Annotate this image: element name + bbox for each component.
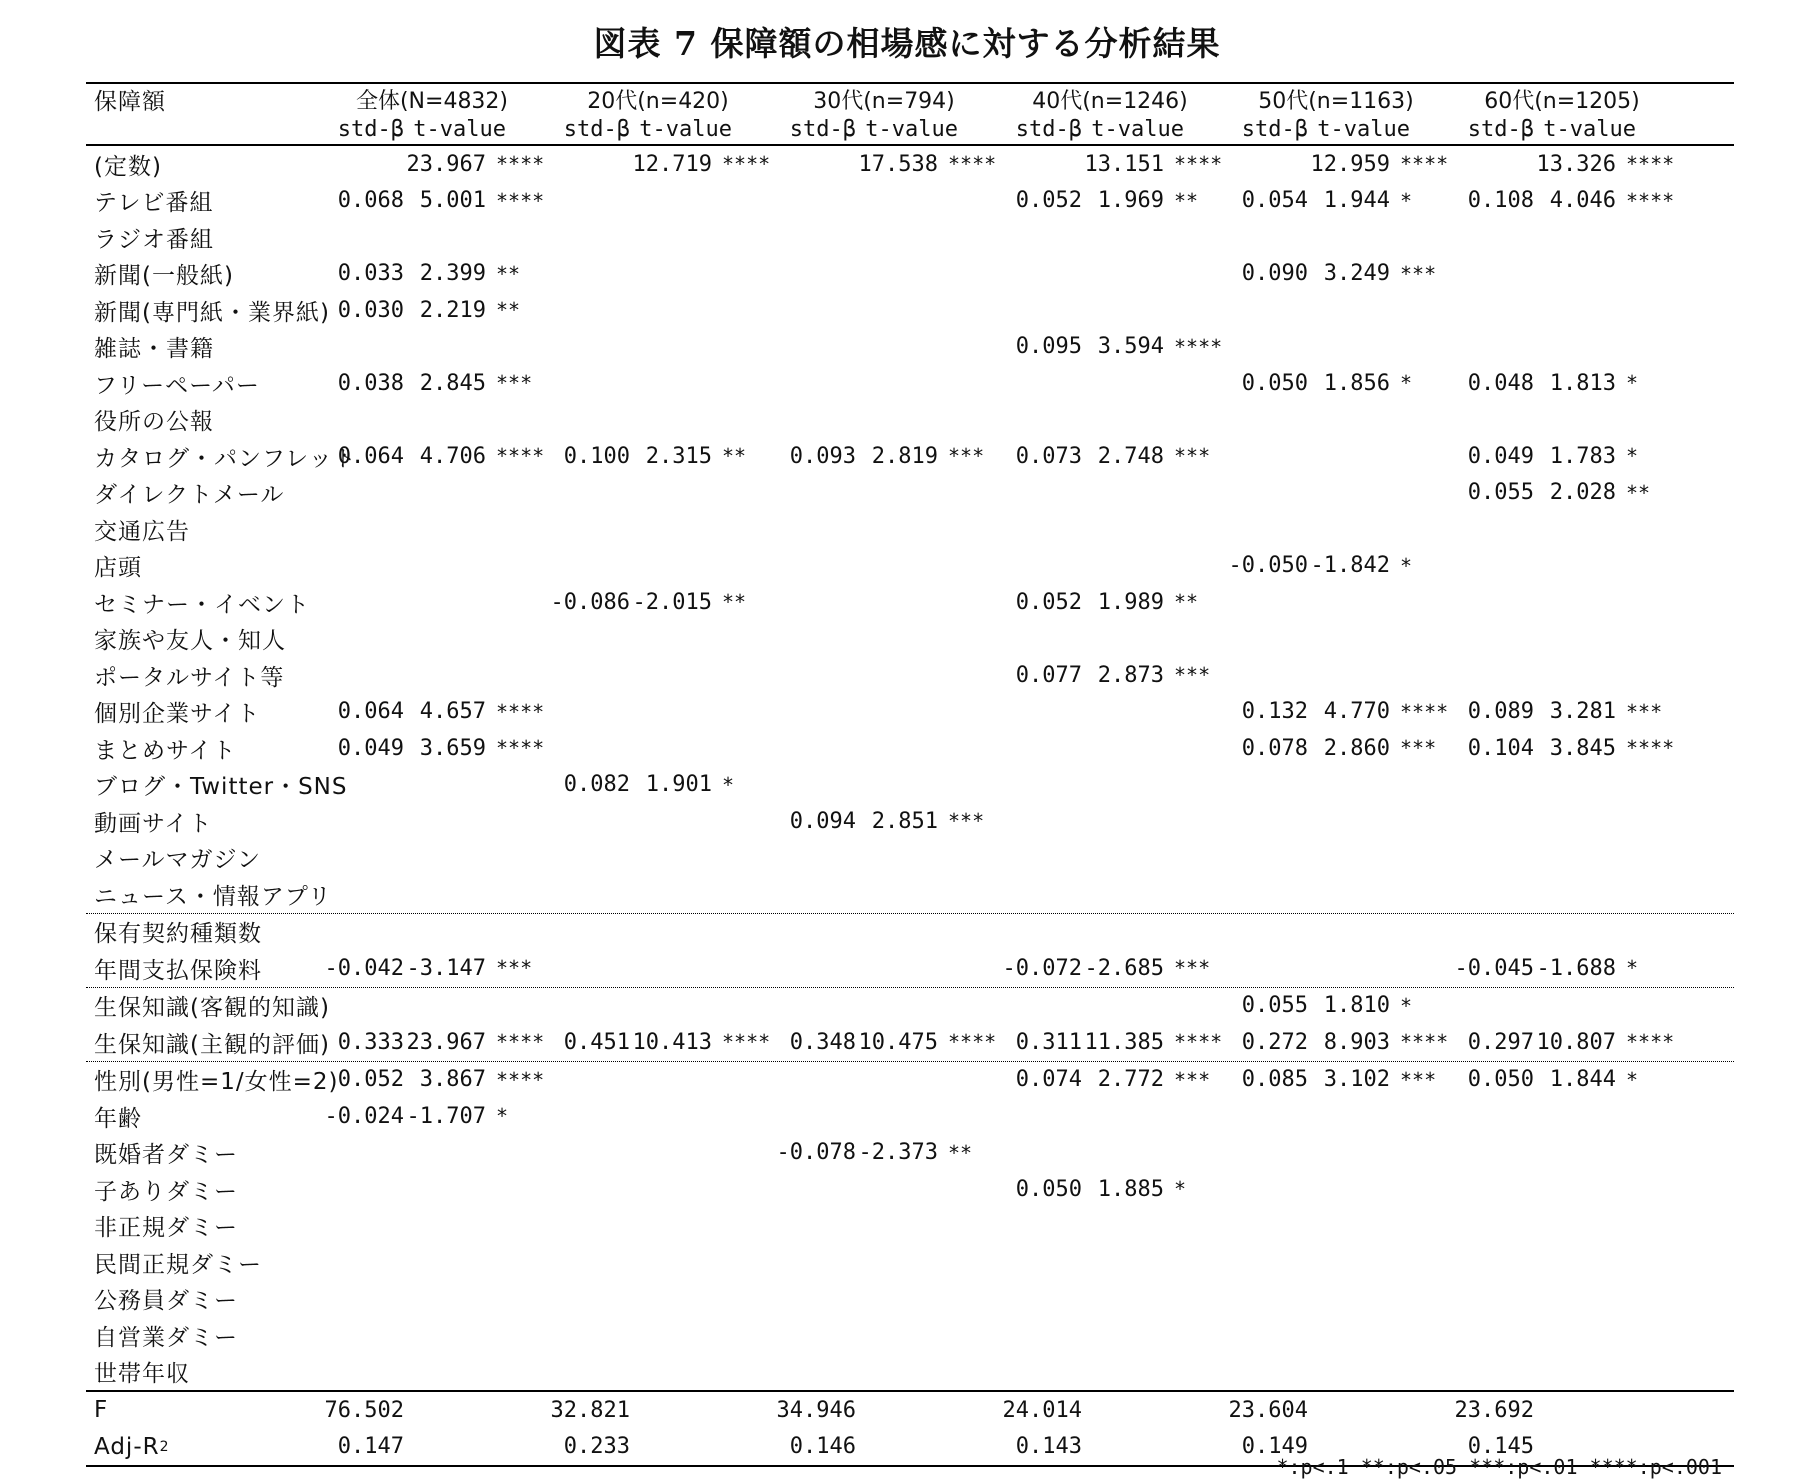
significance-stars: **** [1400,1030,1449,1055]
t-value-header: t-value [1317,116,1410,142]
significance-stars: **** [496,1067,545,1092]
std-beta-header: std-β [563,116,630,142]
std-beta-value: 0.077 [1015,662,1082,688]
std-beta-value: 0.100 [563,443,630,469]
t-value-header: t-value [639,116,732,142]
table-row [86,988,1734,1025]
std-beta-value: 0.050 [1467,1067,1534,1093]
t-value: -1.842 [1310,553,1390,579]
significance-stars: * [1626,444,1639,469]
stat-value: 0.149 [1241,1434,1308,1460]
significance-stars: * [1626,1067,1639,1092]
significance-stars: *** [1174,1067,1211,1092]
t-value: 17.538 [858,151,938,177]
table-row [86,1062,1734,1099]
table-row [86,548,1734,585]
t-value: -3.147 [406,955,486,981]
t-value: 1.885 [1097,1176,1164,1202]
table-row [86,329,1734,366]
row-label: 新聞(専門紙・業界紙) [94,299,330,326]
t-value: 2.819 [871,443,938,469]
std-beta-header: std-β [789,116,856,142]
std-beta-value: 0.064 [337,443,404,469]
t-value: 3.659 [419,735,486,761]
stat-value: 0.145 [1467,1434,1534,1460]
t-value: 12.719 [632,151,712,177]
t-value: 12.959 [1310,151,1390,177]
group-header: 50代(n=1163) [1258,88,1414,114]
row-label: 動画サイト [94,810,213,837]
significance-stars: * [1400,188,1413,213]
std-beta-value: 0.052 [1015,589,1082,615]
std-beta-value: 0.297 [1467,1029,1534,1055]
std-beta-value: 0.049 [337,735,404,761]
t-value: 4.657 [419,699,486,725]
table-row [86,1171,1734,1208]
significance-stars: **** [722,1030,771,1055]
stat-value: 0.146 [789,1434,856,1460]
row-label: 子ありダミー [94,1178,238,1205]
table-row [86,657,1734,694]
std-beta-header: std-β [1015,116,1082,142]
t-value: -2.373 [858,1140,938,1166]
significance-stars: **** [496,1030,545,1055]
significance-stars: *** [496,956,533,981]
std-beta-value: 0.089 [1467,699,1534,725]
std-beta-value: 0.090 [1241,261,1308,287]
std-beta-value: 0.073 [1015,443,1082,469]
table-row [86,1098,1734,1135]
t-value: 2.860 [1323,735,1390,761]
std-beta-value: 0.272 [1241,1029,1308,1055]
row-label: 雑誌・書籍 [94,336,214,363]
significance-stars: * [1626,956,1639,981]
t-value: 1.783 [1549,443,1616,469]
significance-stars: ** [1626,480,1651,505]
table-row [86,183,1734,220]
t-value: 3.281 [1549,699,1616,725]
table-row [86,1135,1734,1172]
row-label: 役所の公報 [94,409,214,436]
table-row [86,803,1734,840]
table-row [86,1024,1734,1062]
row-label: ラジオ番組 [94,226,214,253]
std-beta-value: 0.333 [337,1029,404,1055]
std-beta-value: 0.030 [337,297,404,323]
significance-stars: ** [496,261,521,286]
significance-stars: ** [722,590,747,615]
t-value: 3.102 [1323,1067,1390,1093]
significance-stars: * [1400,993,1413,1018]
row-label: 既婚者ダミー [94,1142,238,1169]
group-header: 40代(n=1246) [1032,88,1188,114]
t-value: 1.901 [645,772,712,798]
t-value: 23.967 [406,1029,486,1055]
t-value: 3.594 [1097,334,1164,360]
stat-value: 0.147 [337,1434,404,1460]
row-label: 公務員ダミー [94,1288,238,1315]
table-row [86,511,1734,548]
t-value: 2.219 [419,297,486,323]
table-row [86,1281,1734,1318]
significance-stars: **** [948,1030,997,1055]
t-value: 1.969 [1097,188,1164,214]
std-beta-value: 0.095 [1015,334,1082,360]
std-beta-value: -0.078 [776,1140,856,1166]
std-beta-value: 0.033 [337,261,404,287]
group-header: 20代(n=420) [587,88,729,114]
table-row [86,950,1734,988]
t-value-header: t-value [413,116,506,142]
std-beta-value: 0.049 [1467,443,1534,469]
stat-value: 23.692 [1454,1397,1534,1423]
t-value: 13.326 [1536,151,1616,177]
table-row [86,584,1734,621]
std-beta-value: 0.311 [1015,1029,1082,1055]
row-label: 交通広告 [94,518,190,545]
t-value: 4.046 [1549,188,1616,214]
significance-stars: **** [1174,1030,1223,1055]
significance-stars: **** [1400,699,1449,724]
t-value: 1.989 [1097,589,1164,615]
t-value: 1.810 [1323,993,1390,1019]
stat-value: 34.946 [776,1397,856,1423]
significance-stars: ** [722,444,747,469]
table-row [86,876,1734,914]
t-value: 1.944 [1323,188,1390,214]
table-row [86,840,1734,877]
significance-stars: ** [1174,188,1199,213]
std-beta-value: 0.054 [1241,188,1308,214]
std-beta-value: -0.086 [550,589,630,615]
std-beta-value: 0.348 [789,1029,856,1055]
significance-stars: **** [496,152,545,177]
significance-stars: *** [1174,956,1211,981]
t-value: 1.813 [1549,370,1616,396]
table-row [86,146,1734,183]
significance-stars: **** [1400,152,1449,177]
significance-stars: **** [948,152,997,177]
t-value-header: t-value [865,116,958,142]
significance-stars: **** [1626,736,1675,761]
row-label: 店頭 [94,555,142,582]
std-beta-value: 0.451 [563,1029,630,1055]
table-row [86,730,1734,767]
t-value: -1.707 [406,1103,486,1129]
t-value: -2.685 [1084,955,1164,981]
row-label: セミナー・イベント [94,591,310,618]
t-value: 2.399 [419,261,486,287]
row-label: テレビ番組 [94,190,214,217]
std-beta-value: 0.068 [337,188,404,214]
significance-stars: **** [1174,152,1223,177]
row-label: まとめサイト [94,737,237,764]
significance-stars: **** [1626,1030,1675,1055]
t-value: 10.475 [858,1029,938,1055]
stat-value: 24.014 [1002,1397,1082,1423]
table-row [86,914,1734,951]
row-label: 生保知識(客観的知識) [94,995,330,1022]
std-beta-header: std-β [1467,116,1534,142]
row-label: 生保知識(主観的評価) [94,1031,330,1058]
row-label: 世帯年収 [94,1361,190,1388]
significance-stars: **** [496,699,545,724]
significance-stars: **** [496,444,545,469]
t-value: -2.015 [632,589,712,615]
table-row [86,402,1734,439]
stat-value: 76.502 [324,1397,404,1423]
std-beta-value: -0.045 [1454,955,1534,981]
t-value: 2.028 [1549,480,1616,506]
t-value-header: t-value [1543,116,1636,142]
significance-stars: **** [722,152,771,177]
t-value: 1.856 [1323,370,1390,396]
t-value: 2.315 [645,443,712,469]
f-statistic-row [86,1390,1734,1429]
t-value: 23.967 [406,151,486,177]
t-value: 2.845 [419,370,486,396]
std-beta-value: 0.048 [1467,370,1534,396]
std-beta-value: 0.050 [1241,370,1308,396]
row-label: 個別企業サイト [94,701,261,728]
table-row [86,475,1734,512]
significance-stars: *** [1400,736,1437,761]
std-beta-value: 0.094 [789,808,856,834]
t-value: 10.413 [632,1029,712,1055]
stat-value: 23.604 [1228,1397,1308,1423]
stat-value: 0.233 [563,1434,630,1460]
significance-stars: ** [948,1140,973,1165]
group-header: 60代(n=1205) [1484,88,1640,114]
significance-stars: *** [1626,699,1663,724]
row-label: 保有契約種類数 [94,921,262,948]
table-row [86,438,1734,475]
std-beta-header: std-β [1241,116,1308,142]
t-value: 5.001 [419,188,486,214]
significance-footnote: *:p<.1 **:p<.05 ***:p<.01 ****:p<.001 [1276,1455,1722,1479]
row-label: ブログ・Twitter・SNS [94,774,348,801]
header-row-subheaders [86,114,1734,146]
header-row-groups [86,84,1734,114]
t-value: 2.748 [1097,443,1164,469]
row-label: メールマガジン [94,847,261,874]
t-value: -1.688 [1536,955,1616,981]
table-row [86,694,1734,731]
table-row [86,621,1734,658]
std-beta-value: 0.132 [1241,699,1308,725]
t-value: 11.385 [1084,1029,1164,1055]
table-row [86,256,1734,293]
std-beta-value: 0.104 [1467,735,1534,761]
stat-value: 0.143 [1015,1434,1082,1460]
significance-stars: ** [496,298,521,323]
significance-stars: *** [1400,261,1437,286]
significance-stars: * [1174,1177,1187,1202]
group-header: 全体(N=4832) [355,88,509,114]
significance-stars: *** [948,444,985,469]
significance-stars: * [722,772,735,797]
stub-header: 保障額 [94,88,166,115]
row-label: ダイレクトメール [94,482,285,509]
significance-stars: **** [1626,188,1675,213]
row-label: 性別(男性=1/女性=2) [94,1069,339,1096]
std-beta-header: std-β [337,116,404,142]
stat-value: 32.821 [550,1397,630,1423]
significance-stars: * [496,1104,509,1129]
table-row [86,1317,1734,1354]
std-beta-value: 0.064 [337,699,404,725]
table-row [86,365,1734,402]
std-beta-value: 0.085 [1241,1067,1308,1093]
std-beta-value: 0.052 [337,1067,404,1093]
significance-stars: * [1400,371,1413,396]
stat-label [94,1392,108,1429]
table-row [86,767,1734,804]
std-beta-value: 0.055 [1241,993,1308,1019]
t-value: 10.807 [1536,1029,1616,1055]
row-label: ポータルサイト等 [94,664,285,691]
row-label: 新聞(一般紙) [94,263,234,290]
row-label: フリーペーパー [94,372,260,399]
significance-stars: *** [948,809,985,834]
row-label: 自営業ダミー [94,1324,238,1351]
significance-stars: **** [496,188,545,213]
t-value: 2.772 [1097,1067,1164,1093]
significance-stars: *** [496,371,533,396]
significance-stars: * [1626,371,1639,396]
significance-stars: ** [1174,590,1199,615]
significance-stars: * [1400,553,1413,578]
row-label: 非正規ダミー [94,1215,238,1242]
table-row [86,292,1734,329]
std-beta-value: -0.072 [1002,955,1082,981]
std-beta-value: 0.082 [563,772,630,798]
std-beta-value: 0.078 [1241,735,1308,761]
stat-label-text: F [94,1397,109,1424]
t-value: 2.873 [1097,662,1164,688]
std-beta-value: 0.038 [337,370,404,396]
t-value: 8.903 [1323,1029,1390,1055]
regression-table [86,82,1734,1467]
row-label: (定数) [94,153,162,180]
std-beta-value: 0.093 [789,443,856,469]
stat-label [94,1429,170,1466]
std-beta-value: 0.050 [1015,1176,1082,1202]
std-beta-value: 0.074 [1015,1067,1082,1093]
t-value: 3.867 [419,1067,486,1093]
significance-stars: *** [1174,663,1211,688]
table-row [86,1208,1734,1245]
t-value: 4.706 [419,443,486,469]
group-header: 30代(n=794) [813,88,955,114]
row-label: 年齢 [94,1105,142,1132]
t-value: 2.851 [871,808,938,834]
table-row [86,1354,1734,1391]
significance-stars: **** [1626,152,1675,177]
std-beta-value: -0.024 [324,1103,404,1129]
stat-label-text: Adj-R [94,1433,160,1460]
row-label: 家族や友人・知人 [94,628,286,655]
significance-stars: *** [1174,444,1211,469]
std-beta-value: 0.052 [1015,188,1082,214]
t-value: 1.844 [1549,1067,1616,1093]
row-label: カタログ・パンフレット [94,445,357,472]
significance-stars: *** [1400,1067,1437,1092]
row-label: 民間正規ダミー [94,1251,262,1278]
row-label: ニュース・情報アプリ [94,883,332,910]
std-beta-value: -0.050 [1228,553,1308,579]
table-row [86,219,1734,256]
significance-stars: **** [1174,334,1223,359]
t-value: 13.151 [1084,151,1164,177]
t-value: 3.249 [1323,261,1390,287]
t-value-header: t-value [1091,116,1184,142]
row-label: 年間支払保険料 [94,957,262,984]
table-row [86,1244,1734,1281]
t-value: 4.770 [1323,699,1390,725]
superscript: 2 [159,1438,170,1455]
std-beta-value: 0.108 [1467,188,1534,214]
t-value: 3.845 [1549,735,1616,761]
std-beta-value: -0.042 [324,955,404,981]
std-beta-value: 0.055 [1467,480,1534,506]
table-title: 図表 7 保障額の相場感に対する分析結果 [593,24,1221,63]
significance-stars: **** [496,736,545,761]
